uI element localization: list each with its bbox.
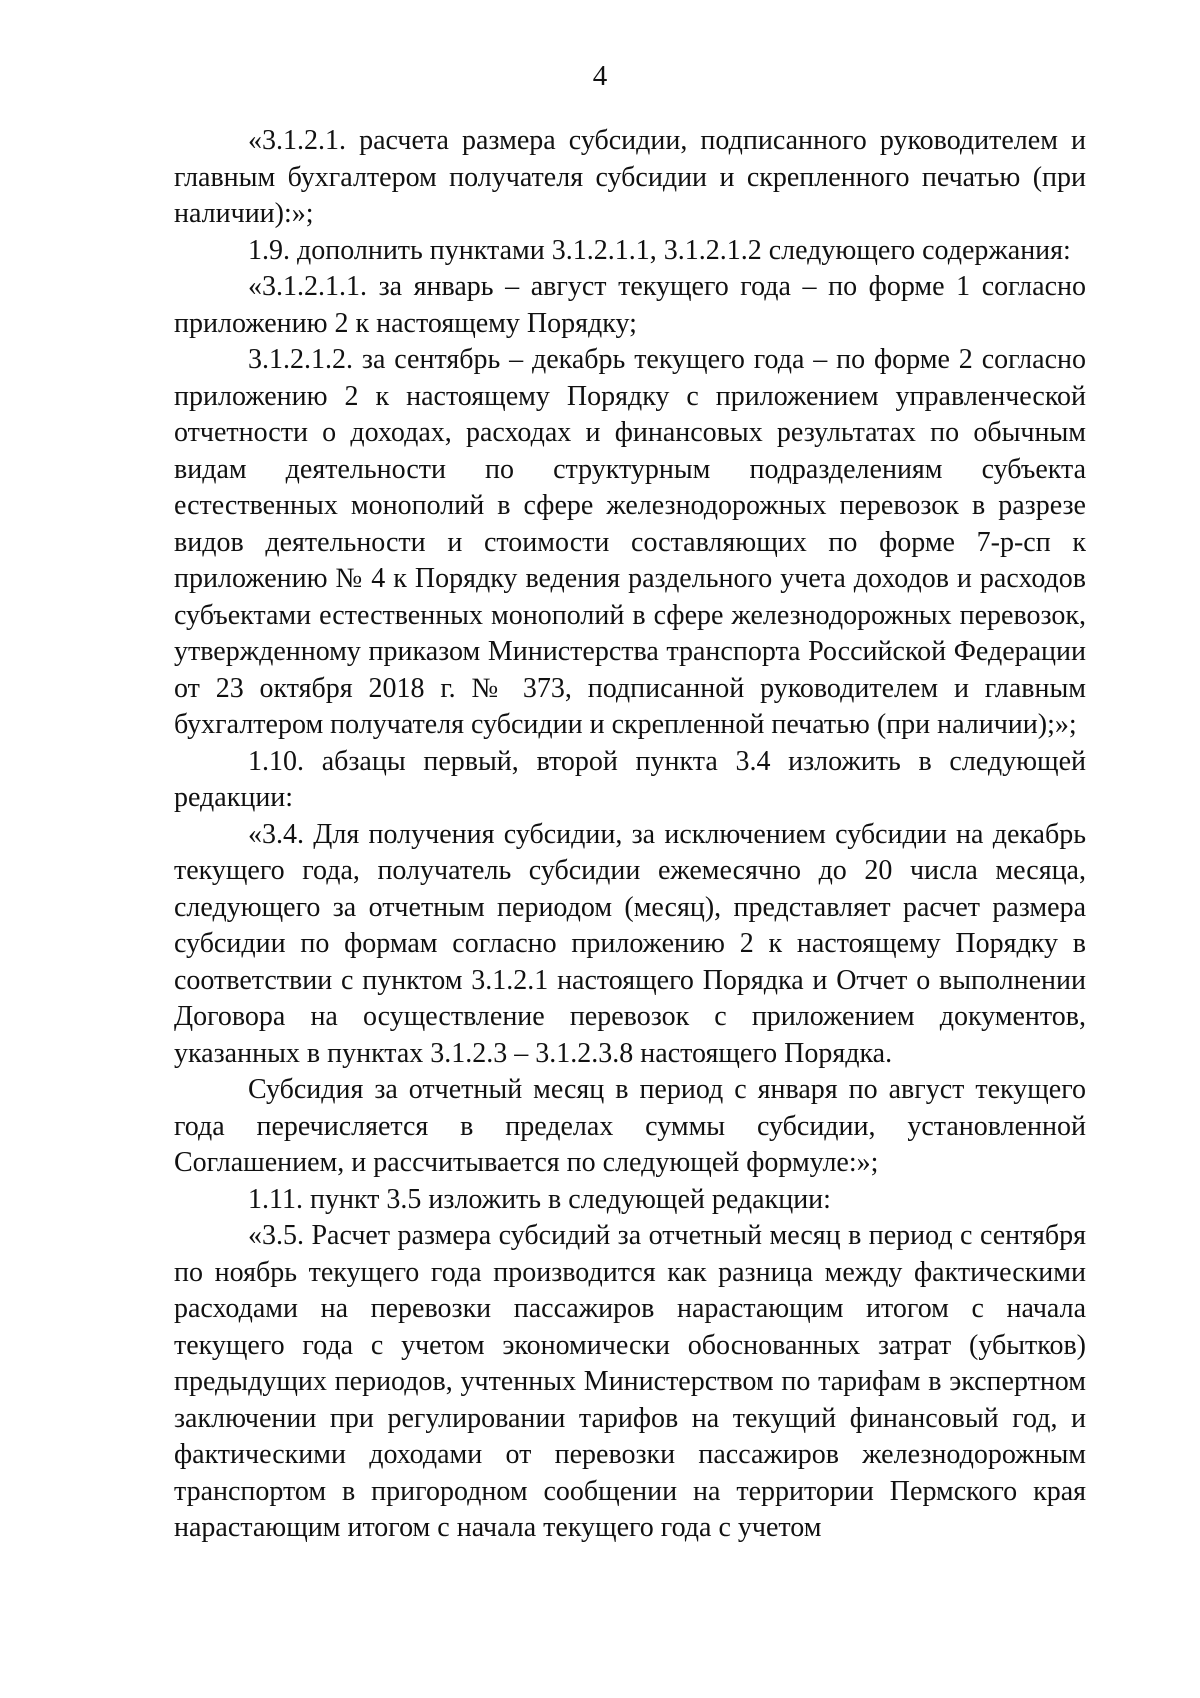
paragraph-1-10: 1.10. абзацы первый, второй пункта 3.4 изложить в следующей редакции:: [174, 745, 1086, 813]
paragraph-3-4: «3.4. Для получения субсидии, за исключением субсидии на декабрь текущего года, получатель субсидии ежемесячно до 20 числа месяца, следующего за отчетным периодом (месяц), представляет расчет размера субсидии по формам согласно приложению 2 к настоящему Порядку в соответствии с пунктом 3.1.2.1 настоящего Порядка и Отчет о выполнении Договора на осуществление перевозок с приложением документов, указанных в пунктах 3.1.2.3 – 3.1.2.3.8 настоящего Порядка.: [174, 818, 1086, 1069]
paragraph-3-1-2-1-2: 3.1.2.1.2. за сентябрь – декабрь текущего года – по форме 2 согласно приложению 2 к настоящему Порядку с приложением управленческой отчетности о доходах, расходах и финансовых результатах по обычным видам деятельности по структурным подразделениям субъекта естественных монополий в сфере железнодорожных перевозок в разрезе видов деятельности и стоимости составляющих по форме 7-р-сп к приложению № 4 к Порядку ведения раздельного учета доходов и расходов субъектами естественных монополий в сфере железнодорожных перевозок, утвержденному приказом Министерства транспорта Российской Федерации от 23 октября 2018 г. № 373, подписанной руководителем и главным бухгалтером получателя субсидии и скрепленной печатью (при наличии);»;: [174, 344, 1086, 740]
body-text: [174, 123, 1086, 1547]
paragraph-1-9: 1.9. дополнить пунктами 3.1.2.1.1, 3.1.2.1.2 следующего содержания:: [248, 234, 1071, 266]
paragraph-3-5: «3.5. Расчет размера субсидий за отчетный месяц в период с сентября по ноябрь текущего года производится как разница между фактическими расходами на перевозки пассажиров нарастающим итогом с начала текущего года с учетом экономически обоснованных затрат (убытков) предыдущих периодов, учтенных Министерством по тарифам в экспертном заключении при регулировании тарифов на текущий финансовый год, и фактическими доходами от перевозки пассажиров железнодорожным транспортом в пригородном сообщении на территории Пермского края нарастающим итогом с начала текущего года с учетом: [174, 1220, 1086, 1543]
paragraph-3-1-2-1-1: «3.1.2.1.1. за январь – август текущего года – по форме 1 согласно приложению 2 к настоящему Порядку;: [174, 271, 1086, 339]
paragraph-subsidy-formula: Субсидия за отчетный месяц в период с января по август текущего года перечисляется в пределах суммы субсидии, установленной Соглашением, и рассчитывается по следующей формуле:»;: [174, 1074, 1086, 1178]
paragraph-3-1-2-1: «3.1.2.1. расчета размера субсидии, подписанного руководителем и главным бухгалтером получателя субсидии и скрепленного печатью (при наличии):»;: [174, 125, 1086, 229]
page-number: 4: [592, 60, 608, 92]
paragraph-1-11: 1.11. пункт 3.5 изложить в следующей редакции:: [248, 1183, 831, 1215]
